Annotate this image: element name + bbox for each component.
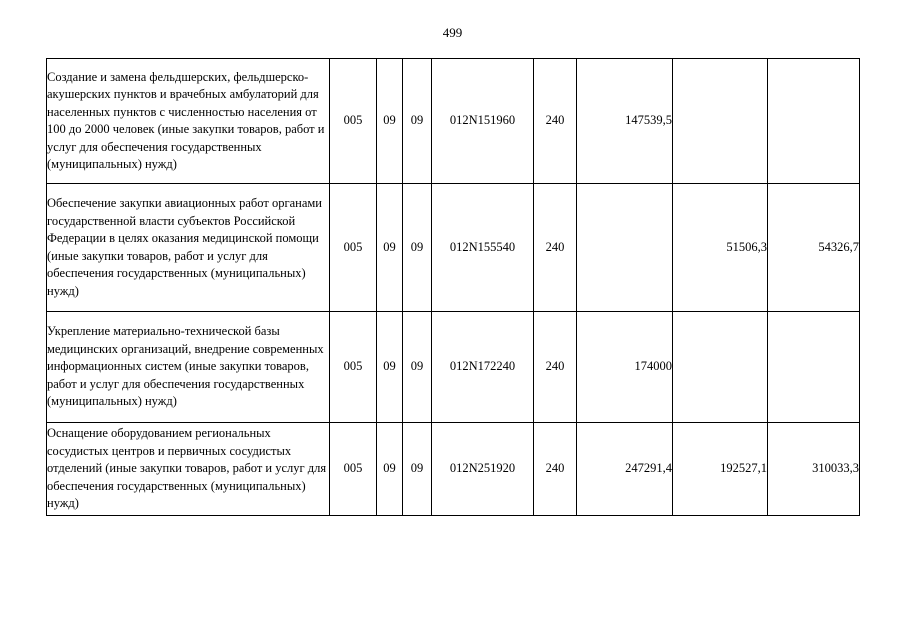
amount-year-3: 310033,3 [768,423,860,516]
table-row [47,184,860,312]
expense-type-code: 240 [534,59,577,184]
amount-year-1: 147539,5 [577,59,673,184]
expense-type-code: 240 [534,184,577,312]
target-article-code: 012N151960 [432,59,534,184]
section-code: 09 [377,312,403,423]
target-article-code: 012N172240 [432,312,534,423]
ministry-code: 005 [330,184,377,312]
amount-year-3 [768,312,860,423]
table-row [47,59,860,184]
section-code: 09 [377,423,403,516]
ministry-code: 005 [330,59,377,184]
expense-type-code: 240 [534,423,577,516]
subsection-code: 09 [403,312,432,423]
amount-year-3: 54326,7 [768,184,860,312]
amount-year-2: 192527,1 [673,423,768,516]
amount-year-3 [768,59,860,184]
target-article-code: 012N155540 [432,184,534,312]
subsection-code: 09 [403,423,432,516]
section-code: 09 [377,59,403,184]
expense-type-code: 240 [534,312,577,423]
amount-year-2 [673,312,768,423]
amount-year-1 [577,184,673,312]
ministry-code: 005 [330,312,377,423]
budget-table [46,58,860,516]
subsection-code: 09 [403,184,432,312]
section-code: 09 [377,184,403,312]
table-row [47,312,860,423]
amount-year-1: 174000 [577,312,673,423]
ministry-code: 005 [330,423,377,516]
amount-year-2 [673,59,768,184]
page-number: 499 [442,25,463,40]
row-description: Оснащение оборудованием региональных сосудистых центров и первичных сосудистых отделений (иные закупки товаров, работ и услуг для обеспечения государственных (муниципальных) нужд) [47,423,330,516]
subsection-code: 09 [403,59,432,184]
amount-year-1: 247291,4 [577,423,673,516]
table-row [47,423,860,516]
row-description: Создание и замена фельдшерских, фельдшерско-акушерских пунктов и врачебных амбулаторий для населенных пунктов с численностью населения от 100 до 2000 человек (иные закупки товаров, работ и услуг для обеспечения государственных (муниципальных) нужд) [47,59,330,184]
target-article-code: 012N251920 [432,423,534,516]
amount-year-2: 51506,3 [673,184,768,312]
row-description: Укрепление материально-технической базы медицинских организаций, внедрение современных информационных систем (иные закупки товаров, работ и услуг для обеспечения государственных (муниципальных) нужд) [47,312,330,423]
row-description: Обеспечение закупки авиационных работ органами государственной власти субъектов Российской Федерации в целях оказания медицинской помощи (иные закупки товаров, работ и услуг для обеспечения государственных (муниципальных) нужд) [47,184,330,312]
